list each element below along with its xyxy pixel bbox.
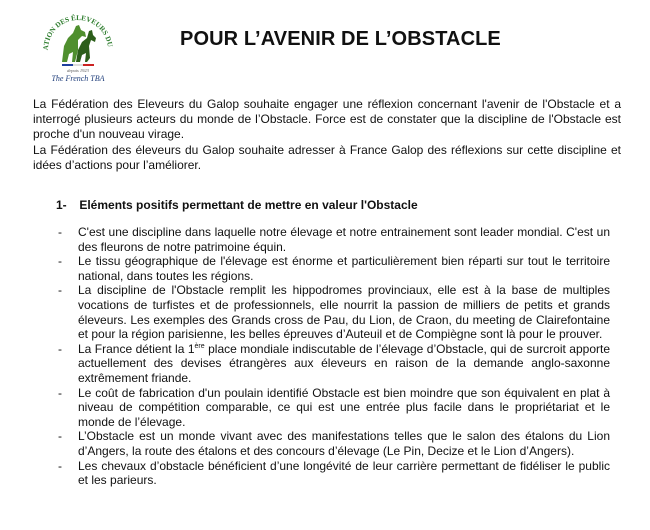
flag-blue-bar [62,64,73,66]
list-item-text: Le coût de fabrication d'un poulain identifié Obstacle est bien moindre que son équivalent en plat à niveau de compétition comparable, ce qui est une entrée plus facile dans le propriétariat et le monde de l’élevage. [78,385,610,429]
list-item-text: C'est une discipline dans laquelle notre élevage et notre entrainement sont leader mondial. C'est un des fleurons de notre patrimoine équin. [78,225,610,254]
list-item [58,459,610,488]
intro-paragraph-1: La Fédération des Eleveurs du Galop souhaite engager une réflexion concernant l'avenir de l'Obstacle et a interrogé plusieurs acteurs du monde de l’Obstacle. Force est de constater que la discipline de l'Obstacle est proche d'un nouveau virage. [33,97,621,142]
flag-red-bar [83,64,94,66]
bullet-dash: - [58,429,62,444]
list-item [58,429,610,458]
list-item-text-before: La France détient la 1 [78,341,195,356]
bullet-dash: - [58,385,62,400]
section-heading-text: Eléments positifs permettant de mettre en valeur l'Obstacle [79,198,418,212]
list-item [58,342,610,386]
list-item-text: La discipline de l'Obstacle remplit les hippodromes provinciaux, elle est à la base de multiples vocations de turfistes et de professionnels, elle nourrit la passion de milliers de petits et grands éleveurs. Les exemples des Grands cross de Pau, du Lion, de Craon, du meeting de Clairefontaine et pour la région parisienne, les belles épreuves d’Auteuil et de Compiègne sont là pour le prouver. [78,283,610,342]
flag-white-bar [73,64,83,66]
federation-logo [40,6,116,86]
logo-founded: depuis 1923 [67,68,89,73]
logo-tagline: The French TBA [51,74,105,83]
bullet-dash: - [58,254,62,269]
list-item-text: Les chevaux d’obstacle bénéficient d’une longévité de leur carrière permettant de fidéliser le public et les parieurs. [78,458,610,488]
list-item-superscript: ère [194,342,205,350]
horse-logo-graphic [40,6,116,86]
section-number: 1- [56,198,67,212]
document-title: POUR L’AVENIR DE L’OBSTACLE [180,28,501,50]
list-item [58,386,610,430]
bullet-dash: - [58,341,62,356]
intro-paragraph-2: La Fédération des éleveurs du Galop souhaite adresser à France Galop des réflexions sur cette discipline et idées d’actions pour l’améliorer. [33,143,621,173]
section-heading [56,198,418,212]
list-item [58,283,610,341]
list-item-text: L’Obstacle est un monde vivant avec des manifestations telles que le salon des étalons du Lion d’Angers, la route des étalons et des concours d’élevage (Le Pin, Decize et le Lion d’Angers). [78,429,610,458]
positive-points-list [58,225,610,488]
horse-icon [62,25,96,62]
bullet-dash: - [58,458,62,473]
bullet-dash: - [58,225,62,239]
logo-arc-text: ATION DES ÉLEVEURS DU [41,13,114,51]
list-item [58,225,610,254]
list-item-text: Le tissu géographique de l'élevage est énorme et particulièrement bien réparti sur tout le territoire national, dans toutes les régions. [78,254,610,283]
list-item [58,254,610,283]
bullet-dash: - [58,283,62,298]
list-item-text-after: place mondiale indiscutable de l’élevage d’Obstacle, qui de surcroit apporte actuellement des devises étrangères aux éleveurs en raison de la demande anglo-saxonne extrêmement friande. [78,341,611,385]
